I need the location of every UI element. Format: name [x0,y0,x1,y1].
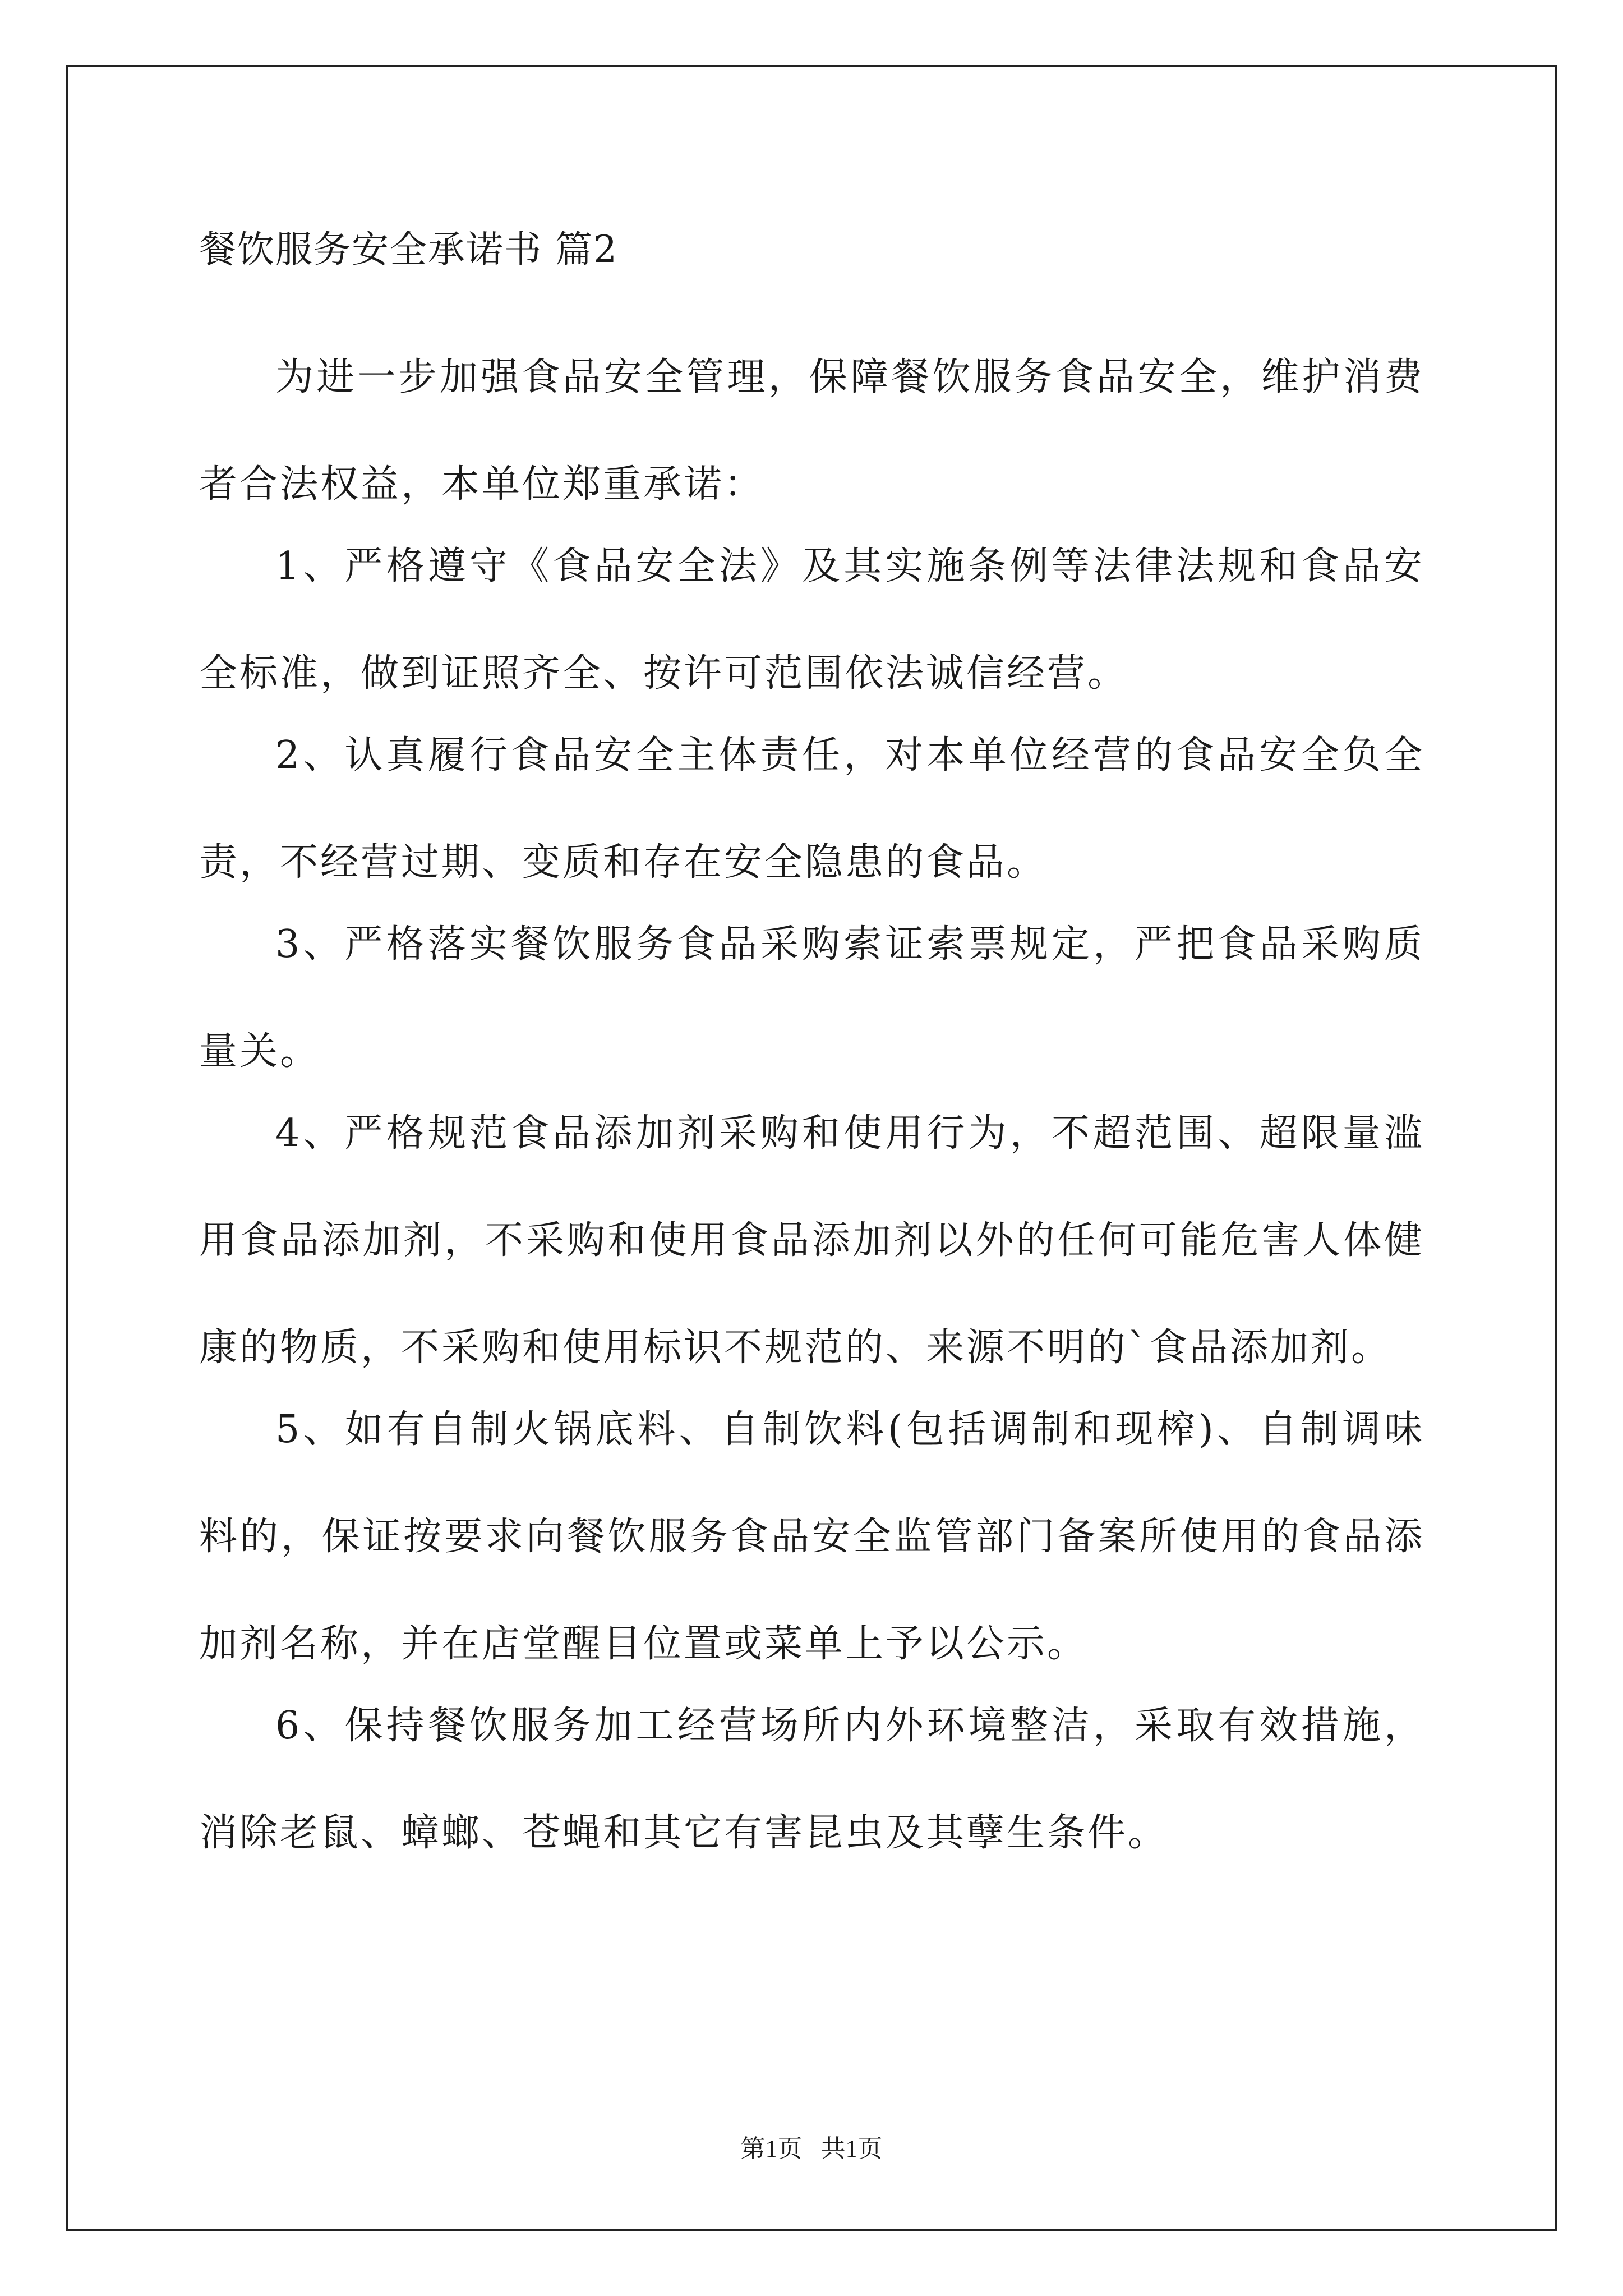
paragraph-item-6: 6、保持餐饮服务加工经营场所内外环境整洁，采取有效措施，消除老鼠、蟑螂、苍蝇和其它有害昆虫及其孽生条件。 [199,1704,1424,1855]
paragraph-item-1: 1、严格遵守《食品安全法》及其实施条例等法律法规和食品安全标准，做到证照齐全、按许可范围依法诚信经营。 [199,544,1424,696]
paragraph-item-4: 4、严格规范食品添加剂采购和使用行为，不超范围、超限量滥用食品添加剂，不采购和使用食品添加剂以外的任何可能危害人体健康的物质，不采购和使用标识不规范的、来源不明的`食品添加剂。 [199,1111,1424,1370]
paragraph-item-2: 2、认真履行食品安全主体责任，对本单位经营的食品安全负全责，不经营过期、变质和存在安全隐患的食品。 [199,733,1424,885]
page-number-footer: 第1页 共1页 [740,2135,883,2162]
paragraph-intro: 为进一步加强食品安全管理，保障餐饮服务食品安全，维护消费者合法权益，本单位郑重承诺： [199,355,1424,507]
document-body [199,222,1424,1887]
paragraph-item-5: 5、如有自制火锅底料、自制饮料(包括调制和现榨)、自制调味料的，保证按要求向餐饮服务食品安全监管部门备案所使用的食品添加剂名称，并在店堂醒目位置或菜单上予以公示。 [199,1407,1424,1666]
document-title: 餐饮服务安全承诺书 篇2 [199,228,618,271]
paragraph-item-3: 3、严格落实餐饮服务食品采购索证索票规定，严把食品采购质量关。 [199,922,1424,1074]
